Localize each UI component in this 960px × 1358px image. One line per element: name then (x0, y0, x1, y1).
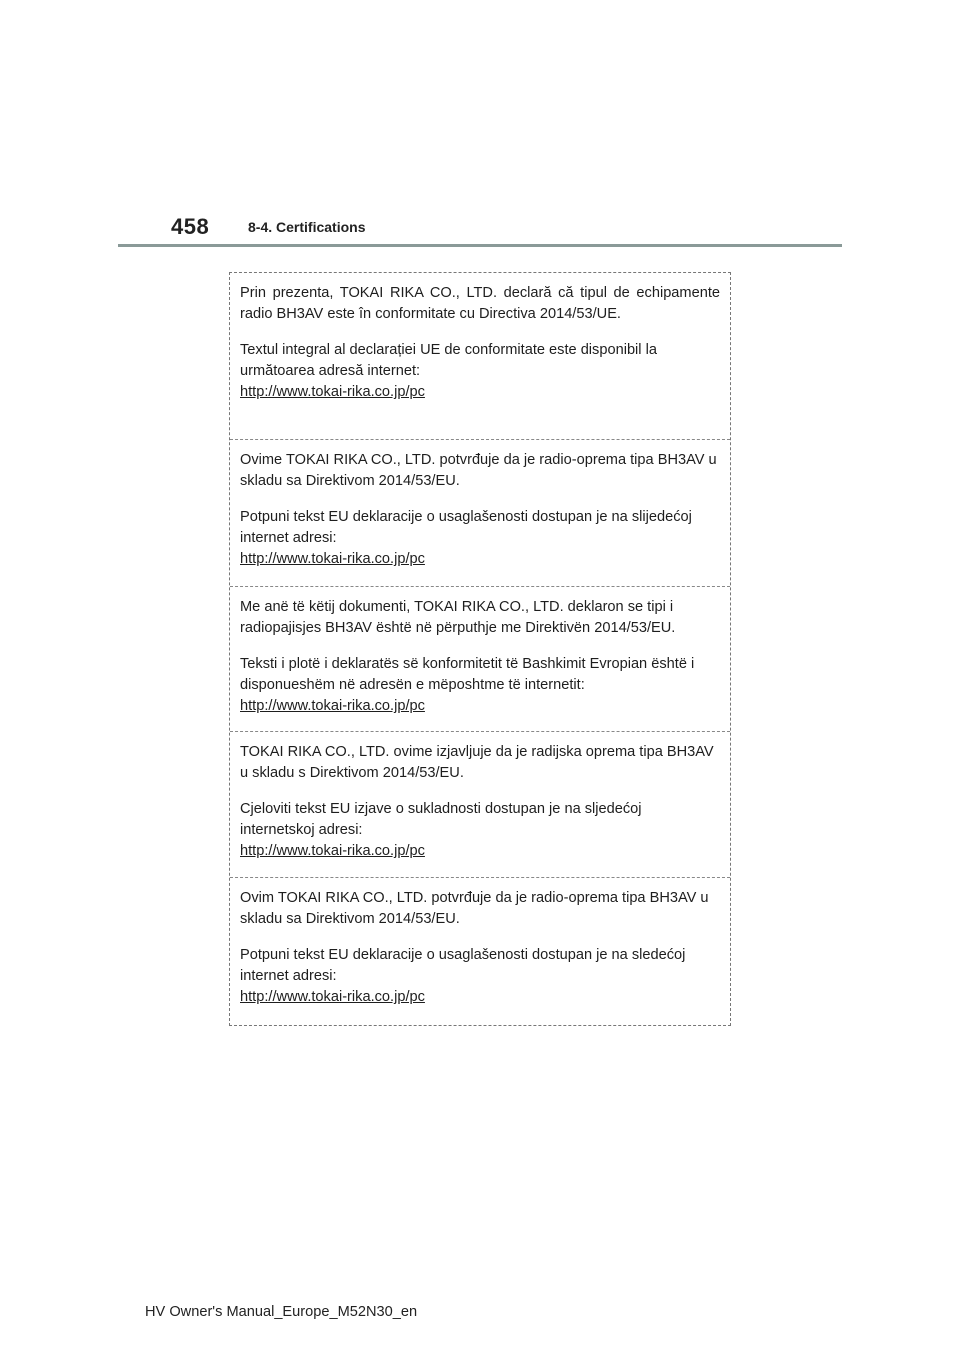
full-text-note: Potpuni tekst EU deklaracije o usaglašenosti dostupan je na sledećoj internet adresi: (240, 946, 686, 984)
full-text-note: Potpuni tekst EU deklaracije o usaglašenosti dostupan je na slijedećoj internet adresi: (240, 508, 692, 546)
declaration-link[interactable]: http://www.tokai-rika.co.jp/pc (240, 989, 425, 1006)
full-text-note: Teksti i plotë i deklaratës së konformitetit të Bashkimit Evropian është i disponueshëm në adresën e mëposhtme të internetit: (240, 655, 695, 693)
declaration-link[interactable]: http://www.tokai-rika.co.jp/pc (240, 843, 425, 860)
declaration-link[interactable]: http://www.tokai-rika.co.jp/pc (240, 698, 425, 715)
declaration-link[interactable]: http://www.tokai-rika.co.jp/pc (240, 551, 425, 568)
full-text-note: Cjeloviti tekst EU izjave o sukladnosti dostupan je na sljedećoj internetskoj adresi: (240, 800, 642, 838)
section-title: 8-4. Certifications (248, 219, 366, 235)
certification-block-croatian (230, 732, 730, 878)
full-text-note: Textul integral al declarației UE de conformitate este disponibil la următoarea adresă internet: (240, 341, 657, 379)
declaration-text: Me anë të këtij dokumenti, TOKAI RIKA CO., LTD. deklaron se tipi i radiopajisjes BH3AV është në përputhje me Direktivën 2014/53/EU. (240, 599, 676, 637)
header-rule (118, 244, 842, 247)
certification-block-serbian (230, 440, 730, 587)
certification-block-montenegrin (230, 878, 730, 1025)
declaration-link[interactable]: http://www.tokai-rika.co.jp/pc (240, 384, 425, 401)
certification-box (229, 272, 731, 1026)
declaration-text: Prin prezenta, TOKAI RIKA CO., LTD. declară că tipul de echipamente radio BH3AV este în conformitate cu Directiva 2014/53/UE. (240, 285, 720, 323)
certification-block-romanian (230, 273, 730, 440)
certification-block-albanian (230, 587, 730, 732)
page-number: 458 (171, 214, 210, 239)
footer-manual-id: HV Owner's Manual_Europe_M52N30_en (145, 1304, 418, 1320)
declaration-text: TOKAI RIKA CO., LTD. ovime izjavljuje da je radijska oprema tipa BH3AV u skladu s Direktivom 2014/53/EU. (240, 744, 714, 782)
declaration-text: Ovime TOKAI RIKA CO., LTD. potvrđuje da je radio-oprema tipa BH3AV u skladu sa Direktivom 2014/53/EU. (240, 452, 717, 490)
declaration-text: Ovim TOKAI RIKA CO., LTD. potvrđuje da je radio-oprema tipa BH3AV u skladu sa Direktivom 2014/53/EU. (240, 890, 709, 928)
